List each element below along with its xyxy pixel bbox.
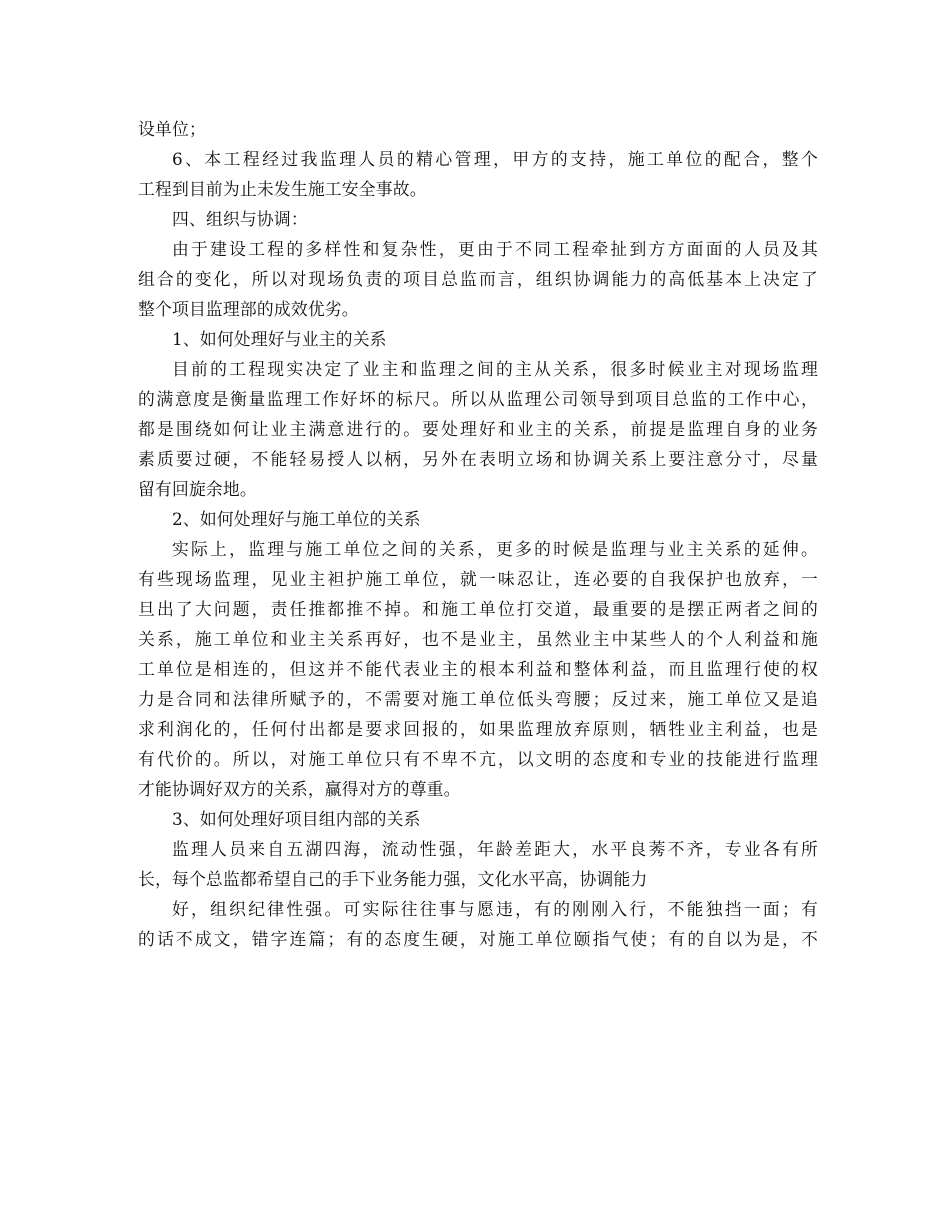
text-line: 长，每个总监都希望自己的手下业务能力强，文化水平高，协调能力 xyxy=(138,869,648,889)
text-line: 有代价的。所以，对施工单位只有不卑不亢，以文明的态度和专业的技能进行监理 xyxy=(138,749,818,769)
text-line: 好，组织纪律性强。可实际往往事与愿违，有的刚刚入行，不能独挡一面；有 xyxy=(172,899,818,919)
text-line: 关系，施工单位和业主关系再好，也不是业主，虽然业主中某些人的个人利益和施 xyxy=(138,629,818,649)
text-line: 工程到目前为止未发生施工安全事故。 xyxy=(138,179,427,199)
text-line: 力是合同和法律所赋予的，不需要对施工单位低头弯腰；反过来，施工单位又是追 xyxy=(138,689,818,709)
text-line: 由于建设工程的多样性和复杂性，更由于不同工程牵扯到方方面面的人员及其 xyxy=(172,239,818,259)
section-heading: 四、组织与协调： xyxy=(172,209,308,229)
text-line: 目前的工程现实决定了业主和监理之间的主从关系，很多时候业主对现场监理 xyxy=(172,359,818,379)
text-line: 都是围绕如何让业主满意进行的。要处理好和业主的关系，前提是监理自身的业务 xyxy=(138,419,818,439)
subsection-heading: 3、如何处理好项目组内部的关系 xyxy=(172,809,421,829)
text-line: 6、本工程经过我监理人员的精心管理，甲方的支持，施工单位的配合，整个 xyxy=(172,149,818,169)
text-line: 实际上，监理与施工单位之间的关系，更多的时候是监理与业主关系的延伸。 xyxy=(172,539,818,559)
subsection-heading: 1、如何处理好与业主的关系 xyxy=(172,329,387,349)
text-line: 素质要过硬，不能轻易授人以柄，另外在表明立场和协调关系上要注意分寸，尽量 xyxy=(138,449,818,469)
document-page xyxy=(138,114,818,954)
text-line: 工单位是相连的，但这并不能代表业主的根本利益和整体利益，而且监理行使的权 xyxy=(138,659,818,679)
text-line: 有些现场监理，见业主袒护施工单位，就一味忍让，连必要的自我保护也放弃，一 xyxy=(138,569,818,589)
subsection-heading: 2、如何处理好与施工单位的关系 xyxy=(172,509,421,529)
text-line: 求利润化的，任何付出都是要求回报的，如果监理放弃原则，牺牲业主利益，也是 xyxy=(138,719,818,739)
text-line: 监理人员来自五湖四海，流动性强，年龄差距大，水平良莠不齐，专业各有所 xyxy=(172,839,818,859)
text-line: 设单位； xyxy=(138,119,206,139)
text-line: 整个项目监理部的成效优劣。 xyxy=(138,299,359,319)
text-line: 留有回旋余地。 xyxy=(138,479,257,499)
text-line: 的满意度是衡量监理工作好坏的标尺。所以从监理公司领导到项目总监的工作中心， xyxy=(138,389,818,409)
text-line: 组合的变化，所以对现场负责的项目总监而言，组织协调能力的高低基本上决定了 xyxy=(138,269,818,289)
text-line: 旦出了大问题，责任推都推不掉。和施工单位打交道，最重要的是摆正两者之间的 xyxy=(138,599,818,619)
text-line: 才能协调好双方的关系，赢得对方的尊重。 xyxy=(138,779,461,799)
text-line: 的话不成文，错字连篇；有的态度生硬，对施工单位颐指气使；有的自以为是，不 xyxy=(138,929,818,949)
